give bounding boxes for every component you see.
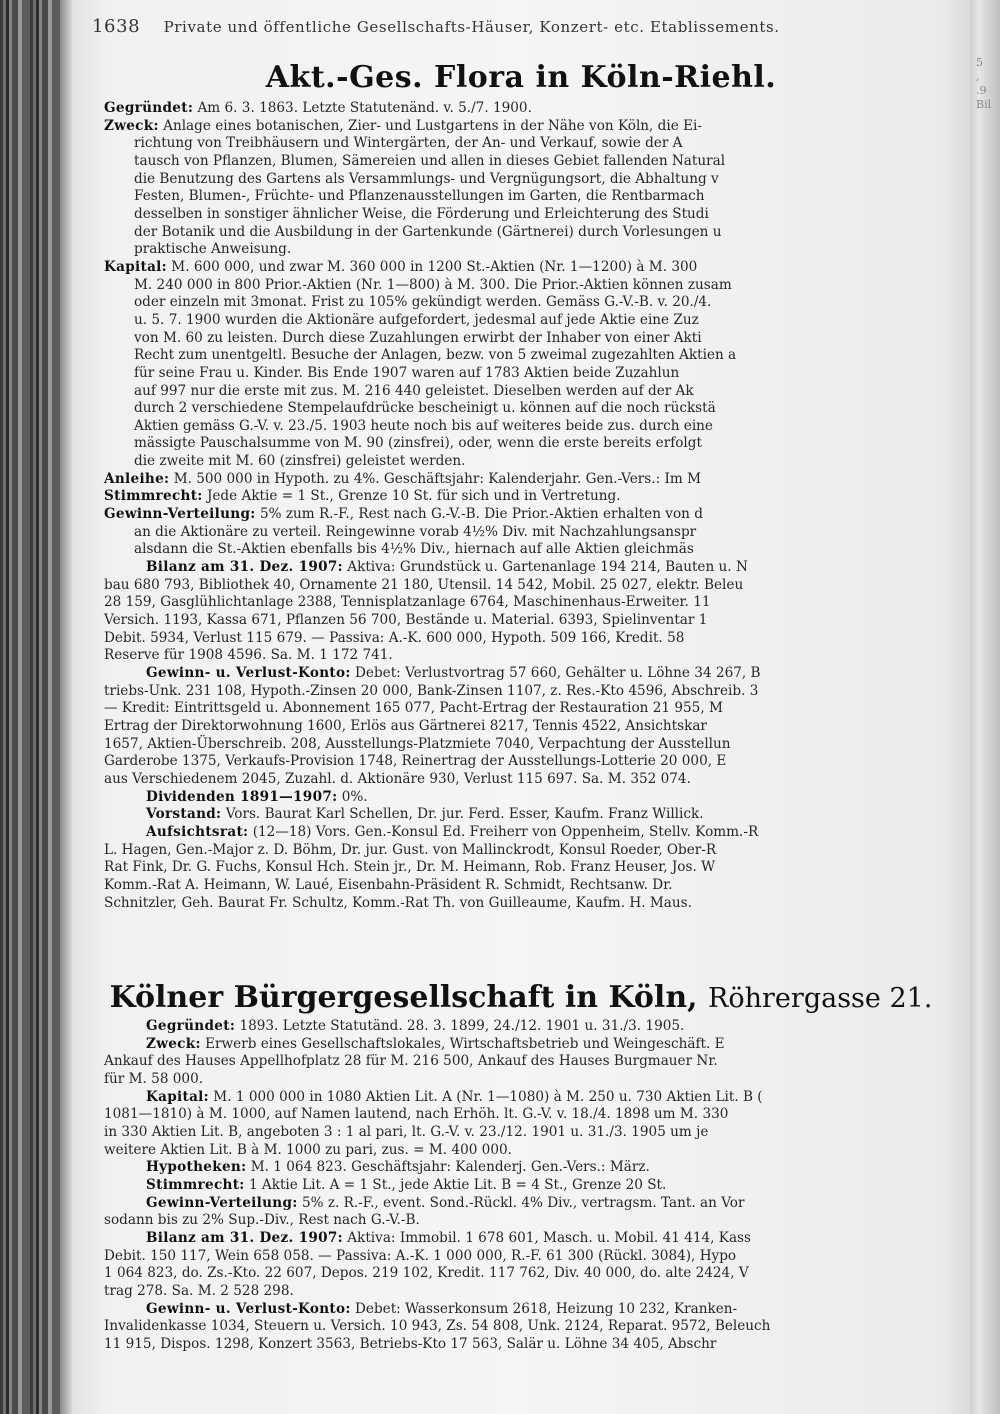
field-label: Gegründet: bbox=[104, 100, 194, 116]
text-line bbox=[104, 400, 972, 418]
field-text: Invalidenkasse 1034, Steuern u. Versich. 10 943, Zs. 54 808, Unk. 2124, Reparat. 9572, Beleuch bbox=[104, 1318, 771, 1335]
text-line bbox=[104, 347, 972, 365]
book-spine bbox=[0, 0, 60, 1414]
document-page bbox=[72, 0, 970, 1414]
page-number: 1638 bbox=[92, 16, 141, 37]
field-text: M. 500 000 in Hypoth. zu 4%. Geschäftsjahr: Kalenderjahr. Gen.-Vers.: Im M bbox=[173, 470, 701, 487]
text-line bbox=[104, 471, 972, 489]
text-line bbox=[104, 630, 972, 648]
text-line bbox=[104, 1248, 972, 1266]
text-line bbox=[104, 877, 972, 895]
field-text: für seine Frau u. Kinder. Bis Ende 1907 waren auf 1783 Aktien beide Zuzahlun bbox=[134, 364, 680, 381]
field-label: Dividenden 1891—1907: bbox=[146, 788, 338, 805]
text-line bbox=[104, 824, 972, 842]
text-line bbox=[104, 594, 972, 612]
text-line bbox=[104, 1265, 972, 1283]
field-text: Ankauf des Hauses Appellhofplatz 28 für M. 216 500, Ankauf des Hauses Burgmauer Nr. bbox=[104, 1053, 718, 1070]
field-text: bau 680 793, Bibliothek 40, Ornamente 21 180, Utensil. 14 542, Mobil. 25 027, elektr. Beleu bbox=[104, 576, 744, 593]
field-label: Aufsichtsrat: bbox=[146, 823, 249, 840]
text-line bbox=[104, 224, 972, 242]
field-text: Jede Aktie = 1 St., Grenze 10 St. für sich und in Vertretung. bbox=[206, 488, 621, 505]
field-text: Rat Fink, Dr. G. Fuchs, Konsul Hch. Stein jr., Dr. M. Heimann, Rob. Franz Heuser, Jos. W bbox=[104, 859, 716, 876]
field-text: trag 278. Sa. M. 2 528 298. bbox=[104, 1282, 294, 1299]
field-text: von M. 60 zu leisten. Durch diese Zuzahlungen erwirbt der Inhaber von einer Akti bbox=[134, 329, 702, 346]
text-line bbox=[104, 1212, 972, 1230]
field-label: Stimmrecht: bbox=[146, 1176, 245, 1193]
entry-title: Akt.-Ges. Flora in Köln-Riehl. bbox=[265, 60, 777, 95]
text-line bbox=[104, 118, 972, 136]
text-line bbox=[104, 647, 972, 665]
text-line bbox=[104, 171, 972, 189]
field-label: Vorstand: bbox=[146, 806, 222, 823]
field-text: aus Verschiedenem 2045, Zuzahl. d. Aktionäre 930, Verlust 115 697. Sa. M. 352 074. bbox=[104, 770, 691, 787]
entry-body bbox=[104, 100, 972, 912]
field-text: 1657, Aktien-Überschreib. 208, Ausstellungs-Platzmiete 7040, Verpachtung der Ausstellun bbox=[104, 735, 731, 752]
text-line bbox=[104, 577, 972, 595]
field-text: Debit. 150 117, Wein 658 058. — Passiva: A.-K. 1 000 000, R.-F. 61 300 (Rückl. 3084), Hypo bbox=[104, 1247, 737, 1264]
text-line bbox=[104, 506, 972, 524]
field-label: Gewinn-Verteilung: bbox=[104, 506, 256, 523]
entry-body bbox=[104, 1018, 972, 1353]
text-line bbox=[104, 277, 972, 295]
field-text: in 330 Aktien Lit. B, angeboten 3 : 1 al pari, lt. G.-V. v. 23./12. 1901 u. 31./3. 1905 um je bbox=[104, 1123, 709, 1140]
field-text: Festen, Blumen-, Früchte- und Pflanzenausstellungen im Garten, die Rentbarmach bbox=[134, 188, 705, 205]
text-line bbox=[104, 206, 972, 224]
text-line bbox=[104, 612, 972, 630]
text-line bbox=[104, 753, 972, 771]
field-text: auf 997 nur die erste mit zus. M. 216 440 geleistet. Dieselben werden auf der Ak bbox=[134, 382, 694, 399]
field-text: Versich. 1193, Kassa 671, Pflanzen 56 700, Bestände u. Material. 6393, Spielinventar 1 bbox=[104, 612, 708, 629]
text-line bbox=[104, 1053, 972, 1071]
field-text: 1 Aktie Lit. A = 1 St., jede Aktie Lit. B = 4 St., Grenze 20 St. bbox=[248, 1176, 667, 1193]
field-label: Kapital: bbox=[146, 1088, 209, 1105]
text-line bbox=[104, 259, 972, 277]
field-text: Vors. Baurat Karl Schellen, Dr. jur. Ferd. Esser, Kaufm. Franz Willick. bbox=[225, 806, 704, 823]
field-label: Zweck: bbox=[104, 117, 159, 134]
field-text: — Kredit: Eintrittsgeld u. Abonnement 165 077, Pacht-Ertrag der Restauration 21 955, M bbox=[104, 700, 723, 717]
text-line bbox=[104, 453, 972, 471]
text-line bbox=[104, 1142, 972, 1160]
field-text: 1 064 823, do. Zs.-Kto. 22 607, Depos. 219 102, Kredit. 117 762, Div. 40 000, do. alte 2424, V bbox=[104, 1265, 749, 1282]
field-text: Garderobe 1375, Verkaufs-Provision 1748, Reinertrag der Ausstellungs-Lotterie 20 000, E bbox=[104, 753, 727, 770]
text-line bbox=[104, 771, 972, 789]
margin-fragment: , bbox=[976, 70, 980, 83]
field-label: Anleihe: bbox=[104, 470, 170, 487]
field-text: Recht zum unentgeltl. Besuche der Anlagen, bezw. von 5 zweimal zugezahlten Aktien a bbox=[134, 347, 737, 364]
text-line bbox=[104, 789, 972, 807]
text-line bbox=[104, 806, 972, 824]
text-line bbox=[104, 1159, 972, 1177]
field-text: durch 2 verschiedene Stempelaufdrücke bescheinigt u. können auf die noch rückstä bbox=[134, 400, 716, 417]
field-text: u. 5. 7. 1900 wurden die Aktionäre aufgefordert, jedesmal auf jede Aktie eine Zuz bbox=[134, 311, 699, 328]
field-text: Am 6. 3. 1863. Letzte Statutenänd. v. 5./7. 1900. bbox=[197, 100, 532, 116]
field-text: an die Aktionäre zu verteil. Reingewinne vorab 4½% Div. mit Nachzahlungsanspr bbox=[134, 523, 697, 540]
field-text: Reserve für 1908 4596. Sa. M. 1 172 741. bbox=[104, 647, 393, 664]
text-line bbox=[104, 135, 972, 153]
field-text: 5% zum R.-F., Rest nach G.-V.-B. Die Prior.-Aktien erhalten von d bbox=[259, 506, 703, 523]
text-line bbox=[104, 1301, 972, 1319]
margin-fragment: 5 bbox=[976, 56, 983, 69]
field-text: Debet: Wasserkonsum 2618, Heizung 10 232, Kranken- bbox=[355, 1300, 738, 1317]
field-text: Aktiva: Grundstück u. Gartenanlage 194 214, Bauten u. N bbox=[347, 559, 748, 576]
field-text: (12—18) Vors. Gen.-Konsul Ed. Freiherr von Oppenheim, Stellv. Komm.-R bbox=[252, 823, 759, 840]
text-line bbox=[104, 1089, 972, 1107]
field-text: Aktiva: Immobil. 1 678 601, Masch. u. Mobil. 41 414, Kass bbox=[347, 1229, 751, 1246]
text-line bbox=[104, 1106, 972, 1124]
text-line bbox=[104, 683, 972, 701]
text-line bbox=[104, 418, 972, 436]
entry-title-name: Kölner Bürgergesellschaft in Köln, bbox=[109, 980, 698, 1015]
entry-title bbox=[72, 980, 970, 1015]
running-head-title: Private und öffentliche Gesellschafts-Häuser, Konzert- etc. Etablissements. bbox=[163, 18, 780, 36]
text-line bbox=[104, 435, 972, 453]
field-label: Kapital: bbox=[104, 258, 167, 275]
field-text: sodann bis zu 2% Sup.-Div., Rest nach G.-V.-B. bbox=[104, 1212, 420, 1229]
text-line bbox=[104, 1283, 972, 1301]
text-line bbox=[104, 312, 972, 330]
text-line bbox=[104, 1195, 972, 1213]
text-line bbox=[104, 718, 972, 736]
margin-fragment: .9 bbox=[976, 84, 987, 97]
field-label: Gewinn-Verteilung: bbox=[146, 1194, 298, 1211]
field-text: die Benutzung des Gartens als Versammlungs- und Vergnügungsort, die Abhaltung v bbox=[134, 170, 719, 187]
field-label: Gegründet: bbox=[146, 1018, 236, 1034]
adjacent-page-edge bbox=[969, 0, 1000, 1414]
field-label: Bilanz am 31. Dez. 1907: bbox=[146, 559, 343, 576]
text-line bbox=[104, 1071, 972, 1089]
text-line bbox=[104, 895, 972, 913]
field-text: tausch von Pflanzen, Blumen, Sämereien und allen in dieses Gebiet fallenden Natural bbox=[134, 152, 726, 169]
field-text: die zweite mit M. 60 (zinsfrei) geleistet werden. bbox=[134, 453, 466, 470]
field-text: Schnitzler, Geh. Baurat Fr. Schultz, Komm.-Rat Th. von Guilleaume, Kaufm. H. Maus. bbox=[104, 894, 692, 911]
field-text: M. 1 064 823. Geschäftsjahr: Kalenderj. Gen.-Vers.: März. bbox=[250, 1159, 650, 1176]
field-text: M. 600 000, und zwar M. 360 000 in 1200 St.-Aktien (Nr. 1—1200) à M. 300 bbox=[171, 258, 698, 275]
field-text: M. 240 000 in 800 Prior.-Aktien (Nr. 1—800) à M. 300. Die Prior.-Aktien können zusam bbox=[134, 276, 732, 293]
field-label: Zweck: bbox=[146, 1035, 201, 1052]
text-line bbox=[104, 1230, 972, 1248]
text-line bbox=[104, 859, 972, 877]
text-line bbox=[104, 188, 972, 206]
field-text: M. 1 000 000 in 1080 Aktien Lit. A (Nr. 1—1080) à M. 250 u. 730 Aktien Lit. B ( bbox=[213, 1088, 763, 1105]
text-line bbox=[104, 1036, 972, 1054]
field-text: 11 915, Dispos. 1298, Konzert 3563, Betriebs-Kto 17 563, Salär u. Löhne 34 405, Abschr bbox=[104, 1335, 717, 1352]
field-text: Anlage eines botanischen, Zier- und Lustgartens in der Nähe von Köln, die Ei- bbox=[163, 117, 702, 134]
text-line bbox=[104, 700, 972, 718]
field-text: oder einzeln mit 3monat. Frist zu 105% gekündigt werden. Gemäss G.-V.-B. v. 20./4. bbox=[134, 294, 712, 311]
field-text: 1893. Letzte Statutänd. 28. 3. 1899, 24./12. 1901 u. 31./3. 1905. bbox=[239, 1018, 685, 1034]
text-line bbox=[104, 1177, 972, 1195]
text-line bbox=[104, 1124, 972, 1142]
text-line bbox=[104, 1018, 972, 1036]
field-text: Erwerb eines Gesellschaftslokales, Wirtschaftsbetrieb und Weingeschäft. E bbox=[205, 1035, 725, 1052]
text-line bbox=[104, 559, 972, 577]
text-line bbox=[104, 241, 972, 259]
text-line bbox=[104, 365, 972, 383]
field-text: praktische Anweisung. bbox=[134, 241, 292, 258]
field-text: Debit. 5934, Verlust 115 679. — Passiva: A.-K. 600 000, Hypoth. 509 166, Kredit. 58 bbox=[104, 629, 685, 646]
margin-fragment: Bil bbox=[976, 98, 992, 111]
field-label: Stimmrecht: bbox=[104, 488, 203, 505]
field-text: richtung von Treibhäusern und Wintergärten, der An- und Verkauf, sowie der A bbox=[134, 135, 683, 152]
text-line bbox=[104, 524, 972, 542]
field-text: mässigte Pauschalsumme von M. 90 (zinsfrei), oder, wenn die erste bereits erfolgt bbox=[134, 435, 702, 452]
text-line bbox=[104, 383, 972, 401]
field-text: 0%. bbox=[341, 788, 368, 805]
text-line bbox=[104, 330, 972, 348]
field-text: Komm.-Rat A. Heimann, W. Laué, Eisenbahn-Präsident R. Schmidt, Rechtsanw. Dr. bbox=[104, 876, 673, 893]
field-label: Gewinn- u. Verlust-Konto: bbox=[146, 1300, 351, 1317]
text-line bbox=[104, 1318, 972, 1336]
field-text: Ertrag der Direktorwohnung 1600, Erlös aus Gärtnerei 8217, Tennis 4522, Ansichtskar bbox=[104, 717, 707, 734]
text-line bbox=[104, 736, 972, 754]
text-line bbox=[104, 1336, 972, 1354]
text-line bbox=[104, 100, 972, 118]
field-label: Gewinn- u. Verlust-Konto: bbox=[146, 665, 351, 681]
field-text: alsdann die St.-Aktien ebenfalls bis 4½% Div., hiernach auf alle Aktien gleichmäs bbox=[134, 541, 694, 558]
text-line bbox=[104, 842, 972, 860]
field-text: für M. 58 000. bbox=[104, 1070, 204, 1087]
text-line bbox=[104, 665, 972, 683]
entry-title-address: Röhrergasse 21. bbox=[708, 983, 933, 1014]
field-text: triebs-Unk. 231 108, Hypoth.-Zinsen 20 000, Bank-Zinsen 1107, z. Res.-Kto 4596, Abschreib. 3 bbox=[104, 682, 759, 699]
field-text: 5% z. R.-F., event. Sond.-Rückl. 4% Div., vertragsm. Tant. an Vor bbox=[301, 1194, 745, 1211]
gutter-shadow bbox=[60, 0, 72, 1414]
field-text: der Botanik und die Ausbildung in der Gartenkunde (Gärtnerei) durch Vorlesungen u bbox=[134, 223, 722, 240]
field-label: Bilanz am 31. Dez. 1907: bbox=[146, 1229, 343, 1246]
field-label: Hypotheken: bbox=[146, 1159, 247, 1176]
text-line bbox=[104, 541, 972, 559]
text-line bbox=[104, 153, 972, 171]
text-line bbox=[104, 294, 972, 312]
field-text: L. Hagen, Gen.-Major z. D. Böhm, Dr. jur. Gust. von Mallinckrodt, Konsul Roeder, Ober-R bbox=[104, 841, 717, 858]
field-text: weitere Aktien Lit. B à M. 1000 zu pari, zus. = M. 400 000. bbox=[104, 1141, 512, 1158]
text-line bbox=[104, 488, 972, 506]
running-head bbox=[92, 16, 952, 37]
field-text: Aktien gemäss G.-V. v. 23./5. 1903 heute noch bis auf weiteres beide zus. durch eine bbox=[134, 417, 713, 434]
field-text: Debet: Verlustvortrag 57 660, Gehälter u. Löhne 34 267, B bbox=[355, 665, 761, 681]
field-text: 28 159, Gasglühlichtanlage 2388, Tennisplatzanlage 6764, Maschinenhaus-Erweiter. 11 bbox=[104, 594, 711, 611]
field-text: desselben in sonstiger ähnlicher Weise, die Förderung und Erleichterung des Studi bbox=[134, 205, 709, 222]
field-text: 1081—1810) à M. 1000, auf Namen lautend, nach Erhöh. lt. G.-V. v. 18./4. 1898 um M. 330 bbox=[104, 1106, 729, 1123]
